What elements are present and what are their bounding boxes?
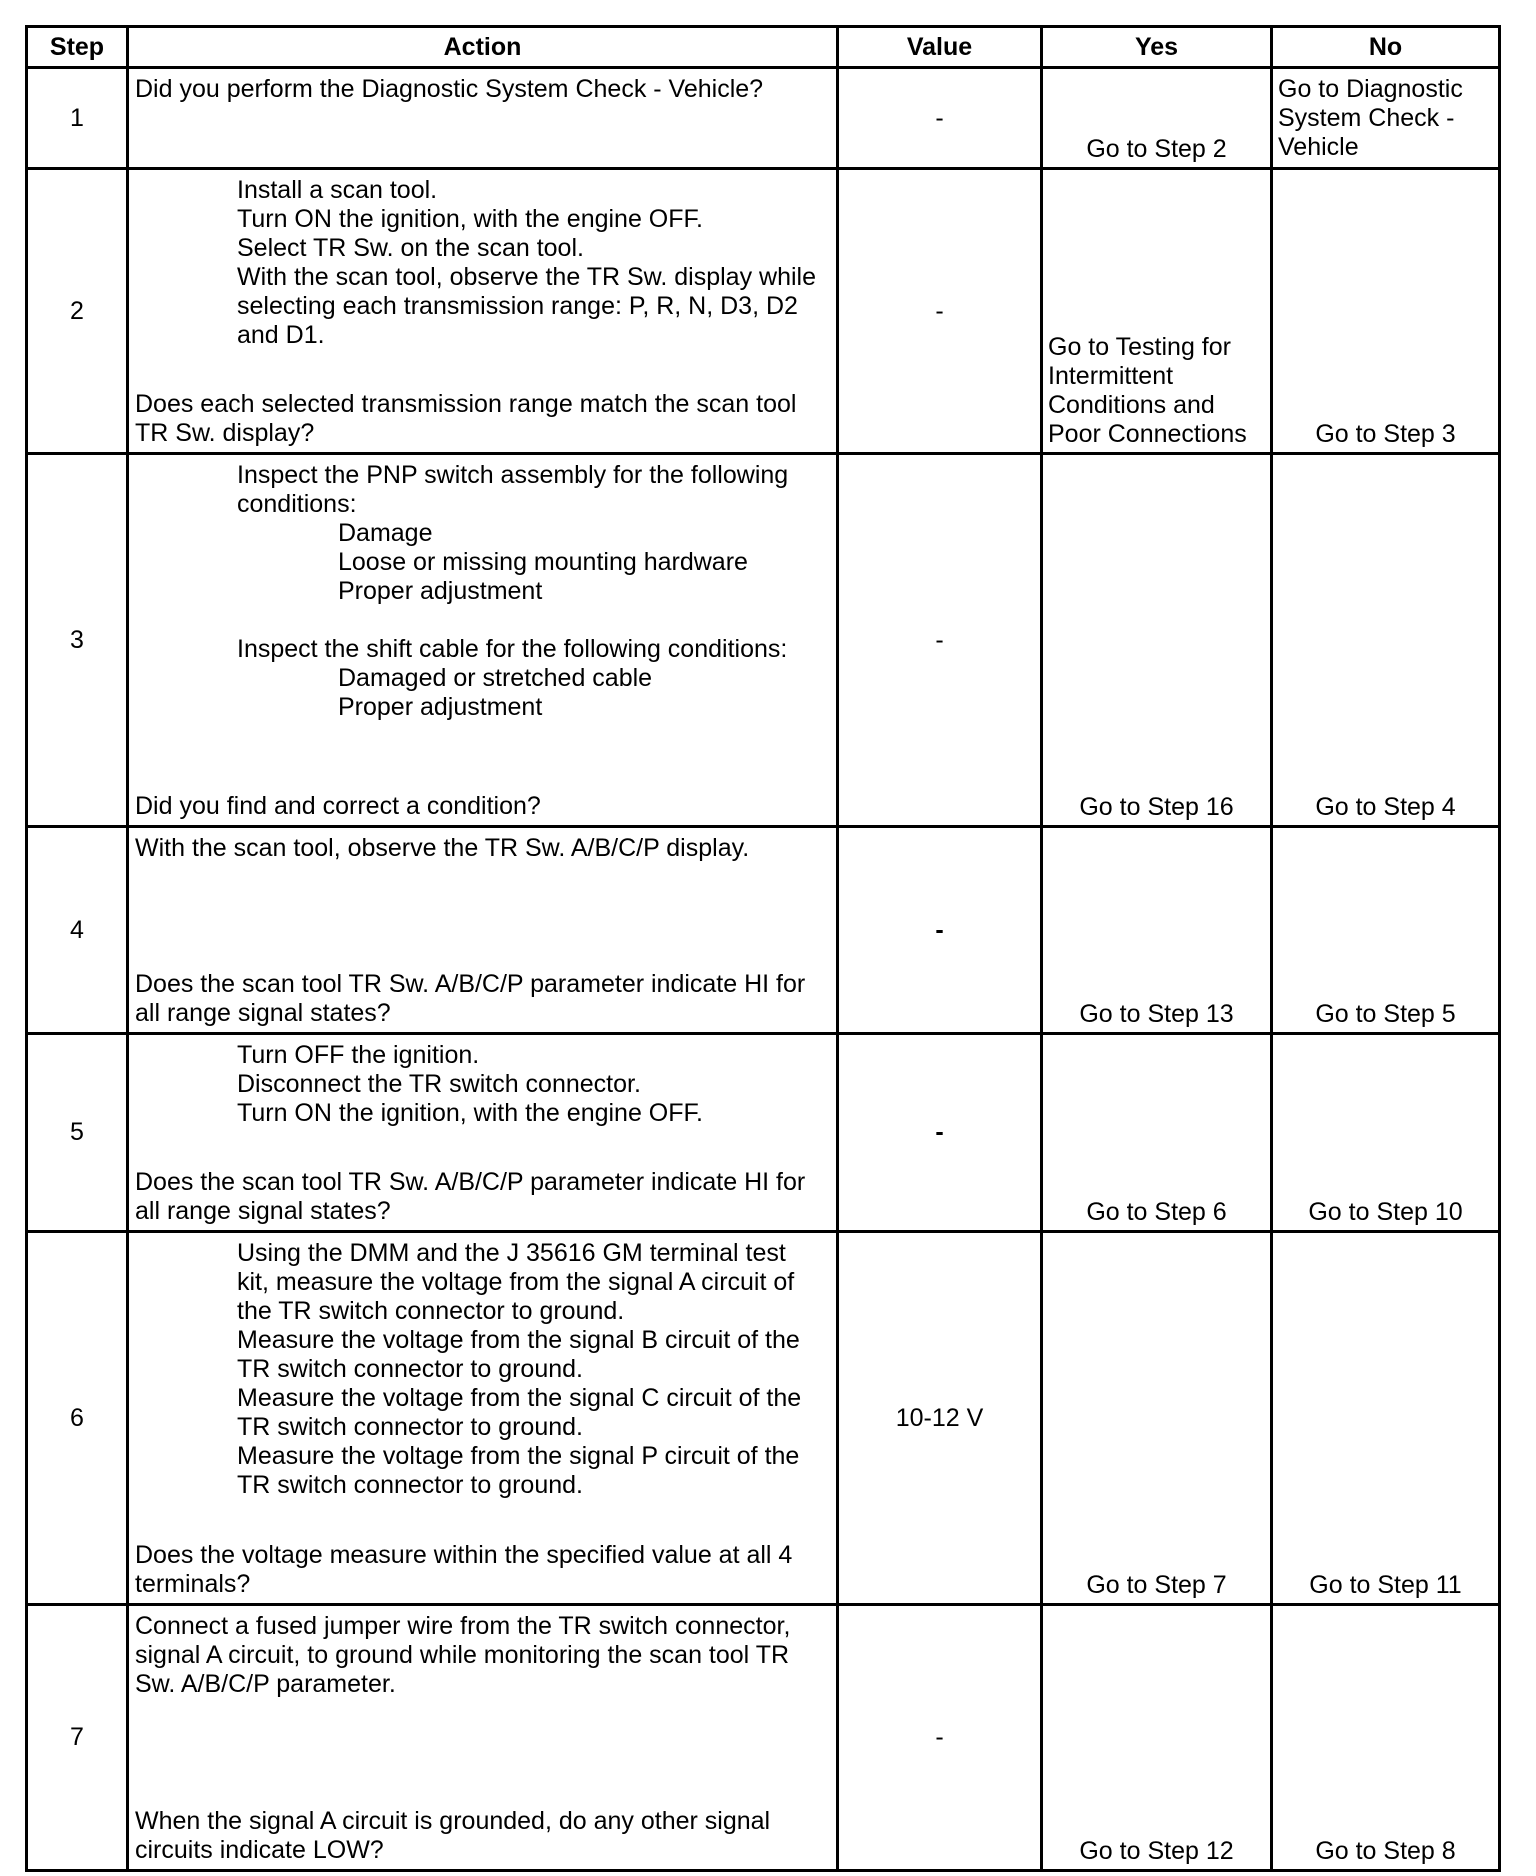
action-line: conditions: [237,490,357,518]
yes-cell [1042,1034,1272,1232]
no-cell [1272,1232,1500,1605]
value-cell: - [838,1034,1042,1232]
header-step: Step [27,27,128,68]
header-value: Value [838,27,1042,68]
action-line: TR switch connector to ground. [237,1413,583,1441]
yes-cell [1042,1232,1272,1605]
header-action: Action [128,27,838,68]
action-line: TR switch connector to ground. [237,1355,583,1383]
action-subline: Proper adjustment [338,693,543,721]
no-text: Vehicle [1278,133,1359,161]
table-row-step-1 [27,68,1500,169]
action-question [135,1168,830,1226]
question-line: terminals? [135,1570,251,1598]
value-cell: 10-12 V [838,1232,1042,1605]
yes-text: Go to Testing for [1048,333,1231,361]
question-line: circuits indicate LOW? [135,1836,384,1864]
no-text: Go to Step 3 [1315,420,1456,448]
action-line: Connect a fused jumper wire from the TR switch connector, [135,1612,791,1640]
question-line: all range signal states? [135,1197,391,1225]
no-cell [1272,454,1500,827]
no-text: Go to Step 4 [1315,793,1456,821]
value-cell: - [838,169,1042,454]
no-text: Go to Step 5 [1315,1000,1456,1028]
action-line: Measure the voltage from the signal C circuit of the [237,1384,802,1412]
action-line: kit, measure the voltage from the signal A circuit of [237,1268,795,1296]
action-line: Turn ON the ignition, with the engine OFF. [237,205,703,233]
value-cell: - [838,68,1042,169]
action-line: With the scan tool, observe the TR Sw. A/B/C/P display. [135,834,750,862]
no-cell [1272,68,1500,169]
no-text: System Check - [1278,104,1455,132]
question-line: Does the scan tool TR Sw. A/B/C/P parameter indicate HI for [135,970,806,998]
step-number: 3 [27,454,128,827]
action-line: Using the DMM and the J 35616 GM terminal test [237,1239,786,1267]
no-cell [1272,169,1500,454]
action-line: Install a scan tool. [237,176,438,204]
action-line: Measure the voltage from the signal B circuit of the [237,1326,800,1354]
action-line: the TR switch connector to ground. [237,1297,625,1325]
value-cell: - [838,454,1042,827]
question-line: Does the scan tool TR Sw. A/B/C/P parameter indicate HI for [135,1168,806,1196]
action-instructions [135,461,830,722]
step-number: 5 [27,1034,128,1232]
no-cell [1272,827,1500,1034]
yes-text: Conditions and [1048,391,1215,419]
action-line: Turn OFF the ignition. [237,1041,480,1069]
yes-text: Go to Step 2 [1086,135,1227,163]
action-line: With the scan tool, observe the TR Sw. display while [237,263,816,291]
step-number: 1 [27,68,128,169]
yes-text: Go to Step 6 [1086,1198,1227,1226]
header-row [27,27,1500,68]
yes-cell [1042,1605,1272,1871]
question-line: all range signal states? [135,999,391,1027]
action-cell [128,1605,838,1871]
header-no: No [1272,27,1500,68]
action-cell [128,169,838,454]
no-cell [1272,1034,1500,1232]
table-row-step-5 [27,1034,1500,1232]
spacer [135,606,830,635]
action-instructions [135,1239,830,1500]
action-subline: Loose or missing mounting hardware [338,548,748,576]
action-line: and D1. [237,321,325,349]
table-row-step-7 [27,1605,1500,1871]
action-line: Measure the voltage from the signal P circuit of the [237,1442,800,1470]
action-cell [128,454,838,827]
action-question [135,390,830,448]
question-line: Did you find and correct a condition? [135,792,541,820]
action-question [135,970,830,1028]
action-cell [128,827,838,1034]
question-line: TR Sw. display? [135,419,315,447]
action-question [135,1807,830,1865]
action-line: Inspect the PNP switch assembly for the following [237,461,789,489]
table-row-step-4 [27,827,1500,1034]
yes-cell [1042,68,1272,169]
yes-text: Go to Step 16 [1079,793,1234,821]
no-text: Go to Step 8 [1315,1837,1456,1865]
table-row-step-6 [27,1232,1500,1605]
action-subline: Damaged or stretched cable [338,664,653,692]
table-row-step-3 [27,454,1500,827]
action-text: Did you perform the Diagnostic System Check - Vehicle? [135,75,764,103]
action-subline: Damage [338,519,433,547]
step-number: 6 [27,1232,128,1605]
action-cell [128,1232,838,1605]
yes-text: Go to Step 7 [1086,1571,1227,1599]
yes-cell [1042,454,1272,827]
value-cell: - [838,827,1042,1034]
question-line: When the signal A circuit is grounded, do any other signal [135,1807,771,1835]
question-line: Does the voltage measure within the specified value at all 4 [135,1541,793,1569]
action-line: Disconnect the TR switch connector. [237,1070,641,1098]
action-line: Select TR Sw. on the scan tool. [237,234,584,262]
yes-cell [1042,169,1272,454]
no-text: Go to Diagnostic [1278,75,1463,103]
header-yes: Yes [1042,27,1272,68]
action-instructions [135,1612,830,1699]
table-row-step-2 [27,169,1500,454]
action-cell [128,1034,838,1232]
diagnostic-table [25,25,1501,1872]
action-instructions [135,1041,830,1128]
no-cell [1272,1605,1500,1871]
action-instructions [135,176,830,350]
yes-text: Go to Step 12 [1079,1837,1234,1865]
step-number: 7 [27,1605,128,1871]
action-question [135,792,830,821]
yes-cell [1042,827,1272,1034]
action-question [135,1541,830,1599]
action-subline: Proper adjustment [338,577,543,605]
action-line: selecting each transmission range: P, R, N, D3, D2 [237,292,798,320]
action-line: Sw. A/B/C/P parameter. [135,1670,396,1698]
action-cell [128,68,838,169]
no-text: Go to Step 11 [1309,1571,1462,1599]
action-instructions [135,834,830,863]
action-line: Inspect the shift cable for the following conditions: [237,635,788,663]
action-line: Turn ON the ignition, with the engine OFF. [237,1099,703,1127]
step-number: 4 [27,827,128,1034]
yes-text: Intermittent [1048,362,1174,390]
yes-text: Poor Connections [1048,420,1247,448]
yes-text: Go to Step 13 [1079,1000,1234,1028]
no-text: Go to Step 10 [1308,1198,1463,1226]
step-number: 2 [27,169,128,454]
question-line: Does each selected transmission range match the scan tool [135,390,797,418]
action-line: TR switch connector to ground. [237,1471,583,1499]
action-line: signal A circuit, to ground while monitoring the scan tool TR [135,1641,790,1669]
value-cell: - [838,1605,1042,1871]
